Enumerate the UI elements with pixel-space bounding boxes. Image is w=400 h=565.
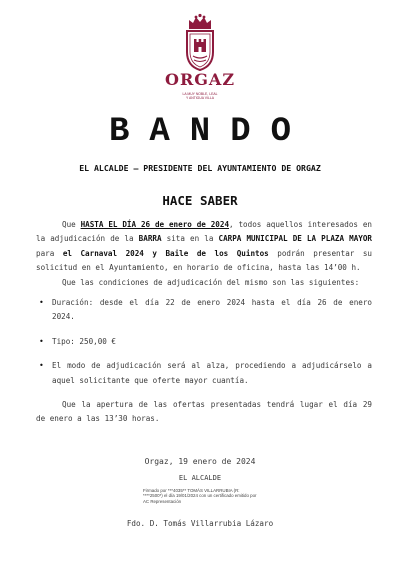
issuer-heading: EL ALCALDE – PRESIDENTE DEL AYUNTAMIENTO DE ORGAZ <box>79 163 321 173</box>
list-item <box>36 296 372 325</box>
signer-role: EL ALCALDE <box>178 474 222 482</box>
town-motto: LA MUY NOBLE, LEAL Y ANTIGUA VILLA <box>182 92 218 100</box>
event-text: el Carnaval 2024 y Baile de los Quintos <box>62 248 269 258</box>
paragraph-opening: Que la apertura de las ofertas presentadas tendrá lugar el día 29 de enero a las 13’30 horas. <box>36 400 372 424</box>
conditions-list <box>36 296 372 388</box>
paragraph-text: , todos aquellos interesados en la adjudicación de la <box>36 220 372 244</box>
digital-signature <box>143 488 293 504</box>
signature-line: ****2500*) el día 19/01/2024 con un certificado emitido por <box>143 493 257 499</box>
notice-body <box>36 218 372 427</box>
condition-mode: El modo de adjudicación será al alza, procediendo a adjudicárselo a aquel solicitante que oferte mayor cuantía. <box>52 361 372 385</box>
signing-date: Orgaz, 19 enero de 2024 <box>144 457 256 466</box>
condition-duration: Duración: desde el día 22 de enero 2024 hasta el día 26 de enero 2024. <box>52 298 372 322</box>
signature-line: Firmado por ***4035** TOMÁS VILLARRUBIA (R: <box>143 488 240 493</box>
town-name: ORGAZ <box>165 70 235 89</box>
paragraph-text: Que <box>62 220 81 229</box>
signer-name: Fdo. D. Tomás Villarrubia Lázaro <box>126 519 274 528</box>
section-heading: HACE SABER <box>162 193 238 208</box>
signature-line: AC Representación <box>143 498 182 504</box>
bar-text: BARRA <box>138 234 162 244</box>
paragraph-deadline <box>36 218 372 276</box>
list-item <box>36 335 372 349</box>
bullet-icon: • <box>39 336 44 346</box>
coat-of-arms-icon <box>183 12 217 72</box>
paragraph-conditions-intro: Que las condiciones de adjudicación del mismo son las siguientes: <box>62 277 360 287</box>
document-title: BANDO <box>108 113 312 151</box>
paragraph-text: podrán presentar su solicitud en el Ayuntamiento, en horario de oficina, hasta las 14’00 h. <box>36 248 373 273</box>
paragraph-text: para <box>36 248 63 258</box>
venue-text: CARPA MUNICIPAL DE LA PLAZA MAYOR <box>218 234 372 244</box>
paragraph-text: sita en la <box>161 234 219 244</box>
condition-price: Tipo: 250,00 € <box>52 336 117 346</box>
deadline-text: HASTA EL DÍA 26 de enero de 2024 <box>80 220 230 229</box>
bullet-icon: • <box>39 298 44 308</box>
list-item <box>36 359 372 388</box>
bullet-icon: • <box>39 361 44 371</box>
